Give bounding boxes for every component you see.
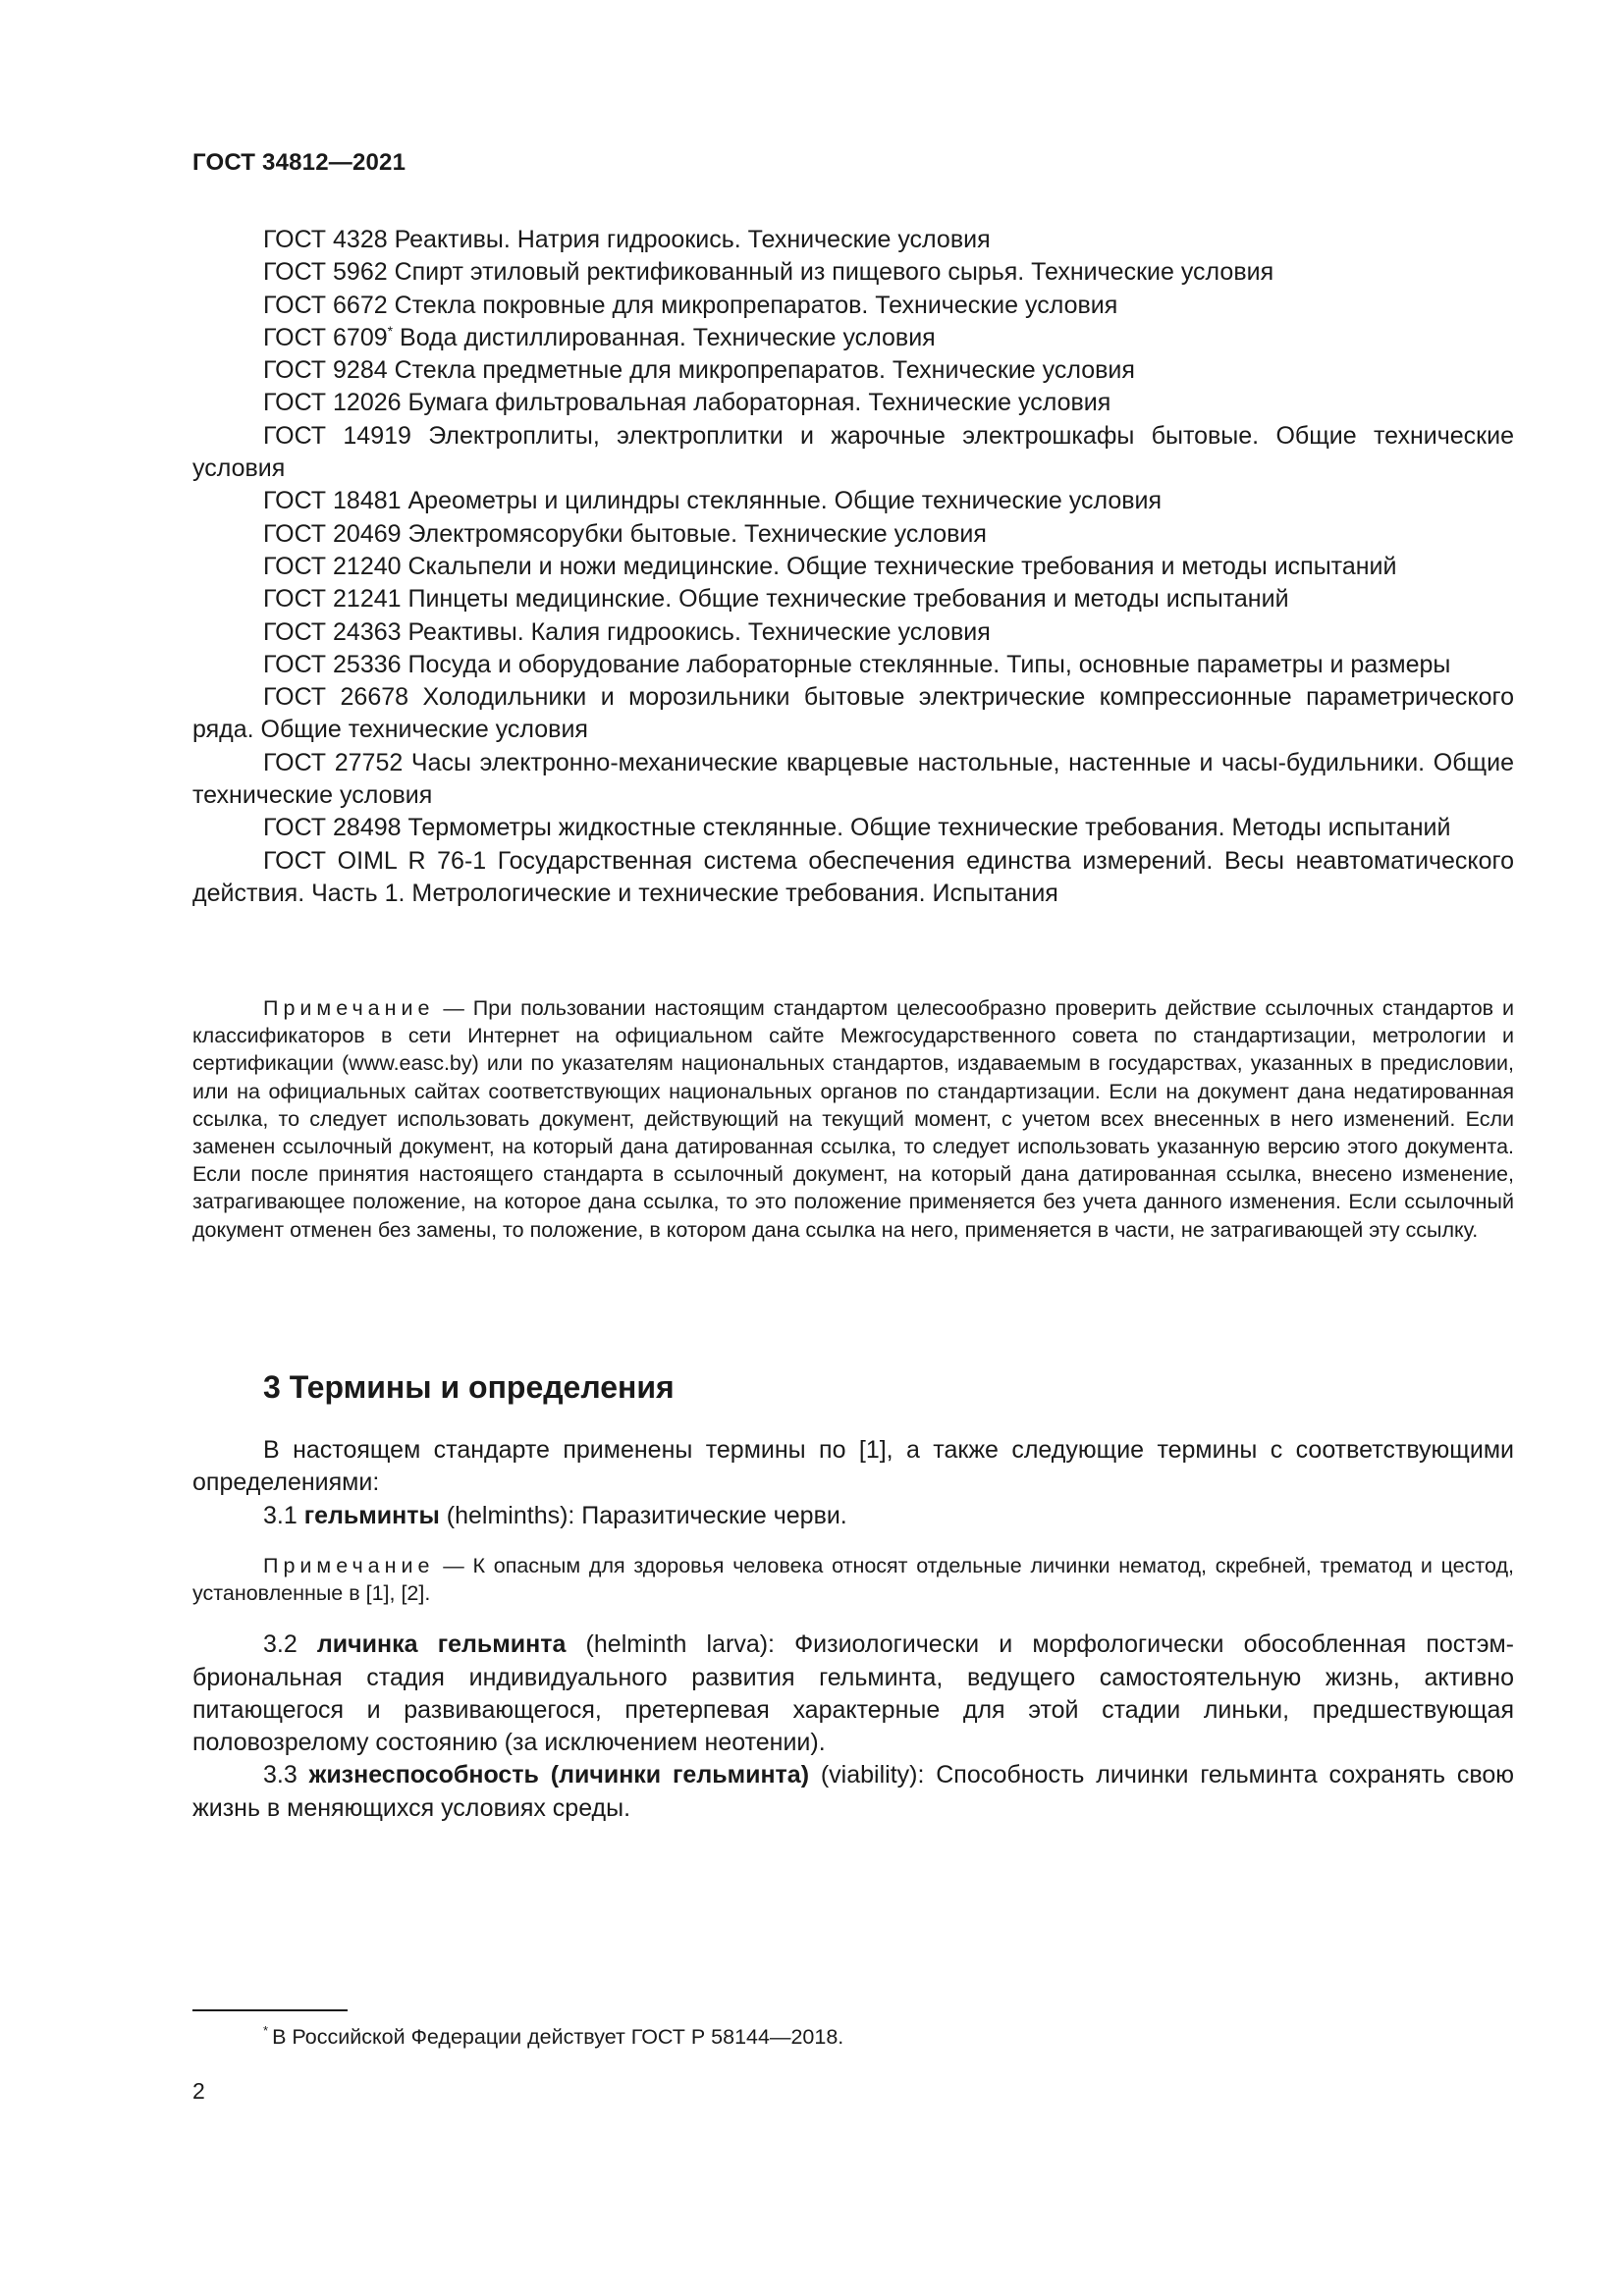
footnote-marker: * [387,322,394,339]
reference-item: ГОСТ 21240 Скальпели и ножи медицинские. Общие технические требования и методы испытаний [263,552,1397,580]
footnote-marker: * [263,2023,269,2038]
footnote [263,2025,843,2050]
note-text: — При пользовании настоящим стандартом целесообразно проверить действие ссылочных стандартов и классификаторов в сети Интернет на официальном сайте Межгосударственного совета по стандартизации, метрологии и сертификации (www.easc.by) или по указателям национальных стандартов, издаваемым в государствах, указанных в предисловии, или на официальных сайтах соответствующих национальных органов по стандартизации. Если на документ дана недатированная ссылка, то следует использовать документ, действующий на текущий момент, с учетом всех внесенных в него изменений. Если заменен ссылочный документ, на который дана датированная ссылка, то следует использовать указанную версию этого документа. Если после принятия настоящего стандарта в ссылочный документ, на который дана датированная ссылка, внесено изменение, затрагивающее положение, на которое дана ссылка, то это положение применяется без учета данного изменения. Если ссылочный документ отменен без замены, то положение, в котором дана ссылка на него, применяется в части, не затрагивающей эту ссылку. [192,996,1514,1242]
reference-id: ГОСТ 6709 [263,323,388,351]
reference-item: ГОСТ 14919 Электроплиты, электроплитки и жарочные электрошкафы бытовые. Общие технические условия [192,421,1514,483]
reference-item: ГОСТ 26678 Холодильники и морозильники бытовые электрические компрессионные параметрического ряда. Общие технические условия [192,683,1514,744]
reference-item: ГОСТ 27752 Часы электронно-механические кварцевые настольные, настенные и часы-будильники. Общие технические условия [192,748,1514,810]
page-header-doc-id: ГОСТ 34812—2021 [192,149,406,176]
reference-item: ГОСТ 6672 Стекла покровные для микропрепаратов. Технические условия [263,291,1118,319]
term-text: (helminth larva): Физиологически и морфологически обособленная постэмбриональная стадия индивидуального развития гельминта, ведущего самостоятельную жизнь, активно питающегося и развивающегося, претерпевая характерные для этой стадии линьки, предшествующая половозрелому состоянию (за исключением неотении). [192,1630,1514,1757]
reference-title: Вода дистиллированная. Технические условия [393,323,936,351]
reference-item: ГОСТ 18481 Ареометры и цилиндры стеклянные. Общие технические условия [263,487,1163,515]
term-number: 3.1 [263,1501,304,1529]
reference-item: ГОСТ 24363 Реактивы. Калия гидроокись. Технические условия [263,617,991,646]
term-text: (viability): Способность личинки гельминта сохранять свою жизнь в меняющихся условиях среды. [192,1761,1514,1822]
term-note [192,1552,1514,1607]
term-number: 3.3 [263,1761,309,1789]
page-number: 2 [192,2078,205,2104]
reference-item: ГОСТ 9284 Стекла предметные для микропрепаратов. Технические условия [263,356,1135,385]
term-definition [192,1629,1514,1759]
reference-item: ГОСТ 21241 Пинцеты медицинские. Общие технические требования и методы испытаний [263,585,1289,614]
normative-references-list [192,224,1514,910]
term-text: (helminths): Паразитические черви. [439,1501,847,1529]
reference-item [192,322,1514,354]
reference-item: ГОСТ 20469 Электромясорубки бытовые. Технические условия [263,519,987,548]
reference-item: ГОСТ 28498 Термометры жидкостные стеклянные. Общие технические требования. Методы испытаний [263,814,1451,842]
terms-section [192,1434,1514,1825]
footnote-text: В Российской Федерации действует ГОСТ Р 58144—2018. [272,2025,844,2049]
footnote-divider [192,2009,348,2011]
note-label: Примечание [263,996,435,1020]
term-number: 3.2 [263,1630,317,1659]
section-title: 3 Термины и определения [263,1369,675,1405]
reference-item: ГОСТ 12026 Бумага фильтровальная лабораторная. Технические условия [263,389,1111,417]
terms-intro: В настоящем стандарте применены термины по [1], а также следующие термины с соответствующими определениями: [192,1436,1514,1497]
term-name: гельминты [303,1501,440,1529]
note-text: — К опасным для здоровья человека относят отдельные личинки нематод, скребней, трематод и цестод, установленные в [1], [2]. [192,1553,1514,1606]
reference-item: ГОСТ 25336 Посуда и оборудование лабораторные стеклянные. Типы, основные параметры и размеры [263,650,1451,678]
reference-item: ГОСТ 4328 Реактивы. Натрия гидроокись. Технические условия [263,226,991,253]
references-note [192,994,1514,1244]
term-definition [192,1759,1514,1825]
reference-item: ГОСТ OIML R 76-1 Государственная система обеспечения единства измерений. Весы неавтоматического действия. Часть 1. Метрологические и технические требования. Испытания [192,846,1514,907]
note-label: Примечание [263,1553,435,1577]
reference-item: ГОСТ 5962 Спирт этиловый ректификованный из пищевого сырья. Технические условия [263,258,1274,287]
term-definition [192,1500,1514,1532]
term-name: жизнеспособность (личинки гельминта) [308,1761,810,1789]
term-name: личинка гельминта [316,1630,567,1659]
